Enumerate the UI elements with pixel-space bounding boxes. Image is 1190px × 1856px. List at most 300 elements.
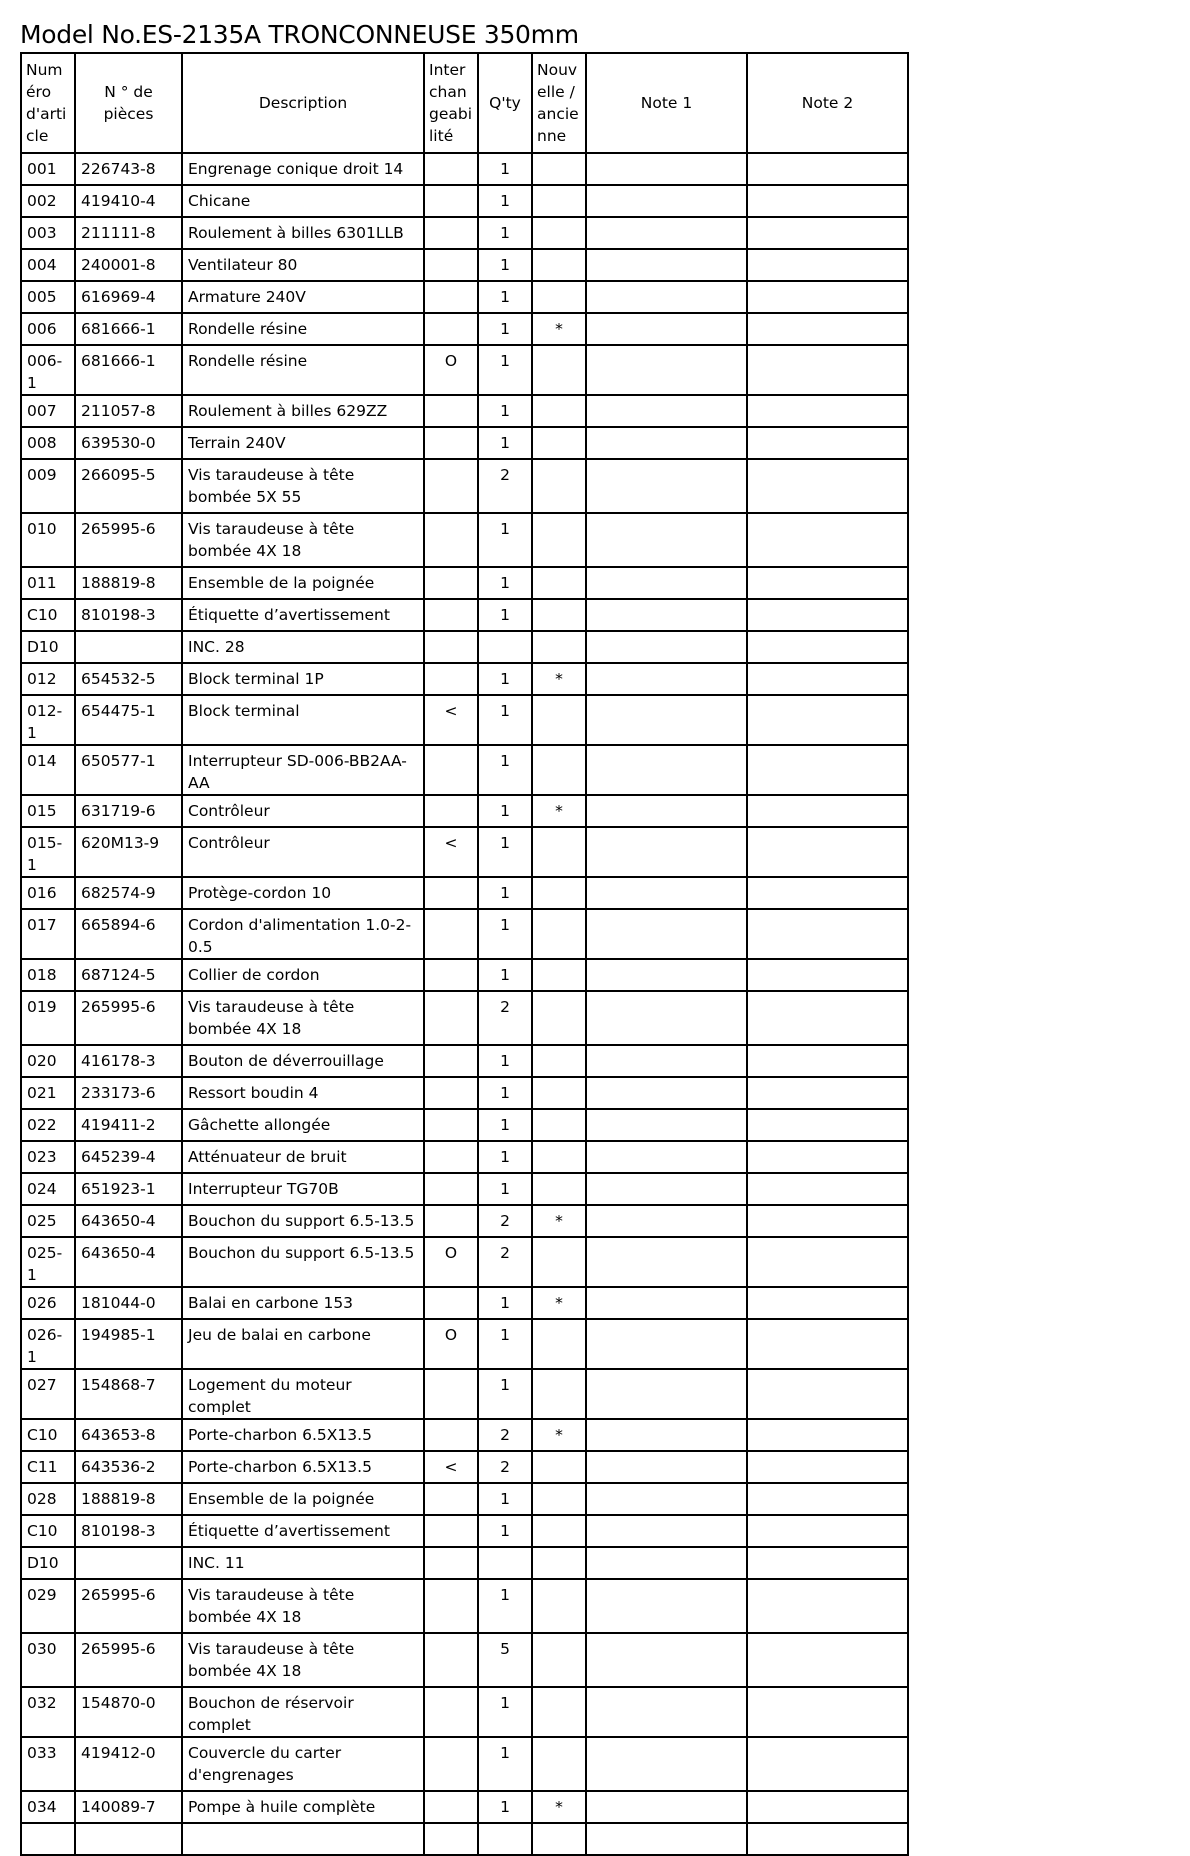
cell-item-no: D10	[21, 1547, 75, 1579]
cell-qty: 1	[478, 1045, 532, 1077]
cell-part-no: 265995-6	[75, 513, 182, 567]
cell-note2	[747, 313, 908, 345]
cell-item-no: 020	[21, 1045, 75, 1077]
cell-interchangeability	[424, 249, 478, 281]
cell-qty: 1	[478, 1141, 532, 1173]
cell-new-old	[532, 153, 586, 185]
table-row	[21, 991, 908, 1045]
cell-qty: 1	[478, 1319, 532, 1369]
cell-note1	[586, 959, 747, 991]
cell-interchangeability: <	[424, 827, 478, 877]
table-row	[21, 599, 908, 631]
table-row	[21, 395, 908, 427]
cell-interchangeability	[424, 1737, 478, 1791]
cell-part-no: 226743-8	[75, 153, 182, 185]
cell-part-no: 211111-8	[75, 217, 182, 249]
cell-qty: 1	[478, 427, 532, 459]
cell-new-old	[532, 745, 586, 795]
table-row	[21, 1451, 908, 1483]
table-row	[21, 1633, 908, 1687]
cell-part-no: 687124-5	[75, 959, 182, 991]
cell-note2	[747, 153, 908, 185]
cell-note2	[747, 599, 908, 631]
cell-description: Bouton de déverrouillage	[182, 1045, 424, 1077]
cell-note2	[747, 513, 908, 567]
cell-part-no: 181044-0	[75, 1287, 182, 1319]
cell-part-no: 639530-0	[75, 427, 182, 459]
table-row	[21, 1173, 908, 1205]
cell-note2	[747, 1205, 908, 1237]
table-row	[21, 1237, 908, 1287]
cell-item-no: 006	[21, 313, 75, 345]
cell-new-old	[532, 695, 586, 745]
cell-item-no: 022	[21, 1109, 75, 1141]
cell-note1	[586, 1483, 747, 1515]
cell-note2	[747, 1451, 908, 1483]
cell-note2	[747, 1737, 908, 1791]
cell-note2	[747, 745, 908, 795]
cell-part-no: 154870-0	[75, 1687, 182, 1737]
cell-item-no: C11	[21, 1451, 75, 1483]
cell-qty: 1	[478, 567, 532, 599]
table-row	[21, 567, 908, 599]
cell-note1	[586, 631, 747, 663]
cell-item-no: 015-1	[21, 827, 75, 877]
cell-new-old: *	[532, 313, 586, 345]
cell-item-no: 028	[21, 1483, 75, 1515]
cell-interchangeability	[424, 513, 478, 567]
cell-part-no: 233173-6	[75, 1077, 182, 1109]
cell-new-old	[532, 631, 586, 663]
cell-description: Rondelle résine	[182, 313, 424, 345]
cell-note2	[747, 1237, 908, 1287]
cell-note1	[586, 1319, 747, 1369]
cell-new-old	[532, 427, 586, 459]
cell-note1	[586, 1737, 747, 1791]
cell-item-no: 019	[21, 991, 75, 1045]
cell-part-no: 188819-8	[75, 1483, 182, 1515]
cell-part-no: 631719-6	[75, 795, 182, 827]
table-row	[21, 1287, 908, 1319]
table-row	[21, 663, 908, 695]
table-row	[21, 1791, 908, 1823]
cell-qty: 1	[478, 153, 532, 185]
table-row	[21, 631, 908, 663]
table-row	[21, 249, 908, 281]
cell-note2	[747, 395, 908, 427]
cell-description: Ensemble de la poignée	[182, 1483, 424, 1515]
cell-interchangeability	[424, 1483, 478, 1515]
cell-description: Roulement à billes 6301LLB	[182, 217, 424, 249]
cell-new-old	[532, 1823, 586, 1855]
cell-qty: 1	[478, 1369, 532, 1419]
cell-part-no: 240001-8	[75, 249, 182, 281]
table-row	[21, 1737, 908, 1791]
cell-part-no: 616969-4	[75, 281, 182, 313]
cell-part-no: 419410-4	[75, 185, 182, 217]
cell-note1	[586, 1045, 747, 1077]
cell-item-no: 009	[21, 459, 75, 513]
table-row	[21, 313, 908, 345]
cell-new-old	[532, 281, 586, 313]
cell-qty: 1	[478, 959, 532, 991]
cell-item-no: 006-1	[21, 345, 75, 395]
cell-interchangeability	[424, 599, 478, 631]
cell-interchangeability: O	[424, 345, 478, 395]
cell-interchangeability	[424, 1045, 478, 1077]
cell-description: Couvercle du carter d'engrenages	[182, 1737, 424, 1791]
header-part-no: N ° de pièces	[75, 53, 182, 153]
cell-part-no: 266095-5	[75, 459, 182, 513]
cell-note2	[747, 249, 908, 281]
table-row	[21, 1109, 908, 1141]
cell-note1	[586, 695, 747, 745]
cell-new-old	[532, 827, 586, 877]
cell-qty: 1	[478, 877, 532, 909]
cell-qty: 1	[478, 1687, 532, 1737]
cell-qty: 1	[478, 1737, 532, 1791]
cell-new-old: *	[532, 1791, 586, 1823]
cell-qty: 1	[478, 909, 532, 959]
cell-interchangeability	[424, 1547, 478, 1579]
cell-qty: 1	[478, 395, 532, 427]
cell-new-old	[532, 959, 586, 991]
cell-new-old	[532, 1633, 586, 1687]
cell-part-no: 643536-2	[75, 1451, 182, 1483]
cell-interchangeability	[424, 745, 478, 795]
cell-description: Interrupteur TG70B	[182, 1173, 424, 1205]
cell-note2	[747, 1419, 908, 1451]
cell-qty: 1	[478, 663, 532, 695]
cell-interchangeability	[424, 1791, 478, 1823]
cell-interchangeability: <	[424, 695, 478, 745]
cell-note1	[586, 1109, 747, 1141]
table-row	[21, 217, 908, 249]
cell-new-old	[532, 567, 586, 599]
cell-part-no: 140089-7	[75, 1791, 182, 1823]
cell-qty: 1	[478, 345, 532, 395]
cell-item-no: 033	[21, 1737, 75, 1791]
cell-interchangeability	[424, 1109, 478, 1141]
cell-part-no: 682574-9	[75, 877, 182, 909]
cell-note2	[747, 1633, 908, 1687]
cell-interchangeability	[424, 217, 478, 249]
cell-new-old	[532, 1737, 586, 1791]
cell-new-old	[532, 1369, 586, 1419]
table-row	[21, 1823, 908, 1855]
cell-part-no	[75, 1823, 182, 1855]
cell-note1	[586, 599, 747, 631]
cell-description: Armature 240V	[182, 281, 424, 313]
header-new-old: Nouvelle / ancienne	[532, 53, 586, 153]
cell-interchangeability	[424, 1369, 478, 1419]
cell-qty: 1	[478, 1077, 532, 1109]
cell-new-old	[532, 459, 586, 513]
cell-new-old	[532, 1319, 586, 1369]
cell-description: Bouchon de réservoir complet	[182, 1687, 424, 1737]
cell-item-no: 015	[21, 795, 75, 827]
cell-note2	[747, 1287, 908, 1319]
cell-description: Ressort boudin 4	[182, 1077, 424, 1109]
cell-note1	[586, 567, 747, 599]
cell-interchangeability	[424, 909, 478, 959]
cell-qty: 1	[478, 1515, 532, 1547]
cell-note1	[586, 909, 747, 959]
cell-item-no: 034	[21, 1791, 75, 1823]
parts-table	[20, 52, 909, 1856]
table-row	[21, 745, 908, 795]
cell-new-old	[532, 1579, 586, 1633]
cell-item-no: 014	[21, 745, 75, 795]
cell-description: Block terminal 1P	[182, 663, 424, 695]
cell-new-old	[532, 1547, 586, 1579]
header-item-no: Numéro d'article	[21, 53, 75, 153]
header-description: Description	[182, 53, 424, 153]
table-row	[21, 1687, 908, 1737]
cell-interchangeability	[424, 1579, 478, 1633]
cell-interchangeability	[424, 395, 478, 427]
cell-qty	[478, 1823, 532, 1855]
cell-note2	[747, 1319, 908, 1369]
cell-description	[182, 1823, 424, 1855]
cell-note1	[586, 1419, 747, 1451]
cell-new-old	[532, 1045, 586, 1077]
cell-note1	[586, 1141, 747, 1173]
cell-item-no: 025-1	[21, 1237, 75, 1287]
cell-description: Block terminal	[182, 695, 424, 745]
cell-interchangeability	[424, 281, 478, 313]
cell-qty: 1	[478, 695, 532, 745]
cell-description: Protège-cordon 10	[182, 877, 424, 909]
cell-qty: 1	[478, 1579, 532, 1633]
cell-part-no: 650577-1	[75, 745, 182, 795]
cell-note1	[586, 991, 747, 1045]
cell-item-no: 016	[21, 877, 75, 909]
cell-interchangeability	[424, 1077, 478, 1109]
cell-qty: 2	[478, 1419, 532, 1451]
cell-note2	[747, 663, 908, 695]
cell-qty: 1	[478, 249, 532, 281]
cell-interchangeability	[424, 795, 478, 827]
cell-note1	[586, 1451, 747, 1483]
cell-new-old	[532, 185, 586, 217]
cell-qty: 1	[478, 795, 532, 827]
table-row	[21, 153, 908, 185]
cell-note1	[586, 827, 747, 877]
cell-description: Vis taraudeuse à tête bombée 4X 18	[182, 1633, 424, 1687]
cell-item-no: 030	[21, 1633, 75, 1687]
cell-item-no: 025	[21, 1205, 75, 1237]
cell-description: Vis taraudeuse à tête bombée 4X 18	[182, 513, 424, 567]
cell-item-no: 017	[21, 909, 75, 959]
table-row	[21, 1077, 908, 1109]
cell-interchangeability	[424, 1141, 478, 1173]
cell-interchangeability: <	[424, 1451, 478, 1483]
cell-description: Porte-charbon 6.5X13.5	[182, 1451, 424, 1483]
cell-new-old	[532, 1173, 586, 1205]
cell-description: Ensemble de la poignée	[182, 567, 424, 599]
cell-new-old: *	[532, 795, 586, 827]
table-body	[21, 153, 908, 1855]
cell-part-no: 194985-1	[75, 1319, 182, 1369]
cell-note1	[586, 281, 747, 313]
cell-note1	[586, 513, 747, 567]
cell-interchangeability	[424, 1633, 478, 1687]
cell-description: Engrenage conique droit 14	[182, 153, 424, 185]
cell-note2	[747, 1483, 908, 1515]
cell-interchangeability	[424, 427, 478, 459]
cell-description: Logement du moteur complet	[182, 1369, 424, 1419]
cell-new-old	[532, 1483, 586, 1515]
cell-part-no: 645239-4	[75, 1141, 182, 1173]
cell-part-no: 651923-1	[75, 1173, 182, 1205]
cell-qty: 2	[478, 1237, 532, 1287]
cell-note2	[747, 217, 908, 249]
cell-item-no: C10	[21, 1515, 75, 1547]
cell-note1	[586, 1547, 747, 1579]
table-row	[21, 1579, 908, 1633]
cell-note2	[747, 345, 908, 395]
cell-interchangeability	[424, 1515, 478, 1547]
cell-note2	[747, 1823, 908, 1855]
table-header-row	[21, 53, 908, 153]
cell-part-no: 265995-6	[75, 1579, 182, 1633]
cell-part-no: 681666-1	[75, 345, 182, 395]
cell-interchangeability	[424, 1419, 478, 1451]
cell-note2	[747, 185, 908, 217]
cell-note2	[747, 1687, 908, 1737]
cell-description: Chicane	[182, 185, 424, 217]
cell-item-no: 021	[21, 1077, 75, 1109]
cell-note2	[747, 795, 908, 827]
cell-item-no: 011	[21, 567, 75, 599]
cell-new-old	[532, 249, 586, 281]
cell-interchangeability	[424, 663, 478, 695]
cell-note2	[747, 827, 908, 877]
cell-note1	[586, 1077, 747, 1109]
table-row	[21, 1319, 908, 1369]
cell-qty: 1	[478, 1109, 532, 1141]
cell-note2	[747, 1369, 908, 1419]
cell-part-no: 681666-1	[75, 313, 182, 345]
cell-qty	[478, 631, 532, 663]
cell-note2	[747, 1547, 908, 1579]
cell-interchangeability	[424, 313, 478, 345]
cell-note1	[586, 459, 747, 513]
table-row	[21, 877, 908, 909]
cell-interchangeability	[424, 567, 478, 599]
cell-note1	[586, 153, 747, 185]
table-row	[21, 1045, 908, 1077]
table-row	[21, 959, 908, 991]
cell-new-old	[532, 1237, 586, 1287]
cell-new-old: *	[532, 1287, 586, 1319]
cell-description: Contrôleur	[182, 827, 424, 877]
cell-item-no: 012	[21, 663, 75, 695]
cell-part-no: 654532-5	[75, 663, 182, 695]
cell-new-old	[532, 1141, 586, 1173]
cell-note2	[747, 1045, 908, 1077]
cell-note1	[586, 1205, 747, 1237]
cell-interchangeability	[424, 1173, 478, 1205]
table-row	[21, 185, 908, 217]
cell-item-no: 023	[21, 1141, 75, 1173]
cell-qty: 1	[478, 827, 532, 877]
cell-note1	[586, 427, 747, 459]
cell-description: Interrupteur SD-006-BB2AA-AA	[182, 745, 424, 795]
cell-item-no: 004	[21, 249, 75, 281]
cell-new-old	[532, 513, 586, 567]
table-row	[21, 1369, 908, 1419]
cell-description: Étiquette d’avertissement	[182, 1515, 424, 1547]
cell-qty: 1	[478, 313, 532, 345]
cell-note1	[586, 185, 747, 217]
cell-qty: 1	[478, 185, 532, 217]
cell-interchangeability	[424, 991, 478, 1045]
cell-qty: 1	[478, 1287, 532, 1319]
cell-part-no: 188819-8	[75, 567, 182, 599]
cell-note1	[586, 395, 747, 427]
cell-note1	[586, 1287, 747, 1319]
cell-new-old	[532, 217, 586, 249]
table-row	[21, 827, 908, 877]
cell-part-no	[75, 1547, 182, 1579]
cell-note2	[747, 1579, 908, 1633]
cell-interchangeability	[424, 185, 478, 217]
cell-part-no: 643650-4	[75, 1237, 182, 1287]
cell-description: Jeu de balai en carbone	[182, 1319, 424, 1369]
cell-description: Vis taraudeuse à tête bombée 4X 18	[182, 991, 424, 1045]
header-note2: Note 2	[747, 53, 908, 153]
cell-new-old	[532, 991, 586, 1045]
cell-qty: 1	[478, 1173, 532, 1205]
cell-item-no: D10	[21, 631, 75, 663]
cell-qty: 2	[478, 1451, 532, 1483]
cell-description: Terrain 240V	[182, 427, 424, 459]
cell-description: Ventilateur 80	[182, 249, 424, 281]
table-row	[21, 1483, 908, 1515]
cell-item-no: 008	[21, 427, 75, 459]
table-row	[21, 1141, 908, 1173]
cell-item-no: 012-1	[21, 695, 75, 745]
cell-new-old	[532, 345, 586, 395]
cell-note1	[586, 1515, 747, 1547]
cell-qty	[478, 1547, 532, 1579]
table-row	[21, 1515, 908, 1547]
cell-note2	[747, 1077, 908, 1109]
cell-description: Cordon d'alimentation 1.0-2-0.5	[182, 909, 424, 959]
cell-new-old	[532, 1515, 586, 1547]
cell-new-old	[532, 1109, 586, 1141]
cell-note2	[747, 695, 908, 745]
cell-new-old: *	[532, 663, 586, 695]
cell-part-no: 654475-1	[75, 695, 182, 745]
cell-note2	[747, 1109, 908, 1141]
cell-item-no: C10	[21, 1419, 75, 1451]
cell-item-no: 010	[21, 513, 75, 567]
cell-item-no: 018	[21, 959, 75, 991]
table-row	[21, 513, 908, 567]
cell-qty: 1	[478, 281, 532, 313]
cell-item-no: 001	[21, 153, 75, 185]
cell-note1	[586, 795, 747, 827]
cell-description: Pompe à huile complète	[182, 1791, 424, 1823]
table-row	[21, 1547, 908, 1579]
cell-note1	[586, 1173, 747, 1205]
table-row	[21, 695, 908, 745]
cell-qty: 2	[478, 459, 532, 513]
cell-interchangeability	[424, 959, 478, 991]
